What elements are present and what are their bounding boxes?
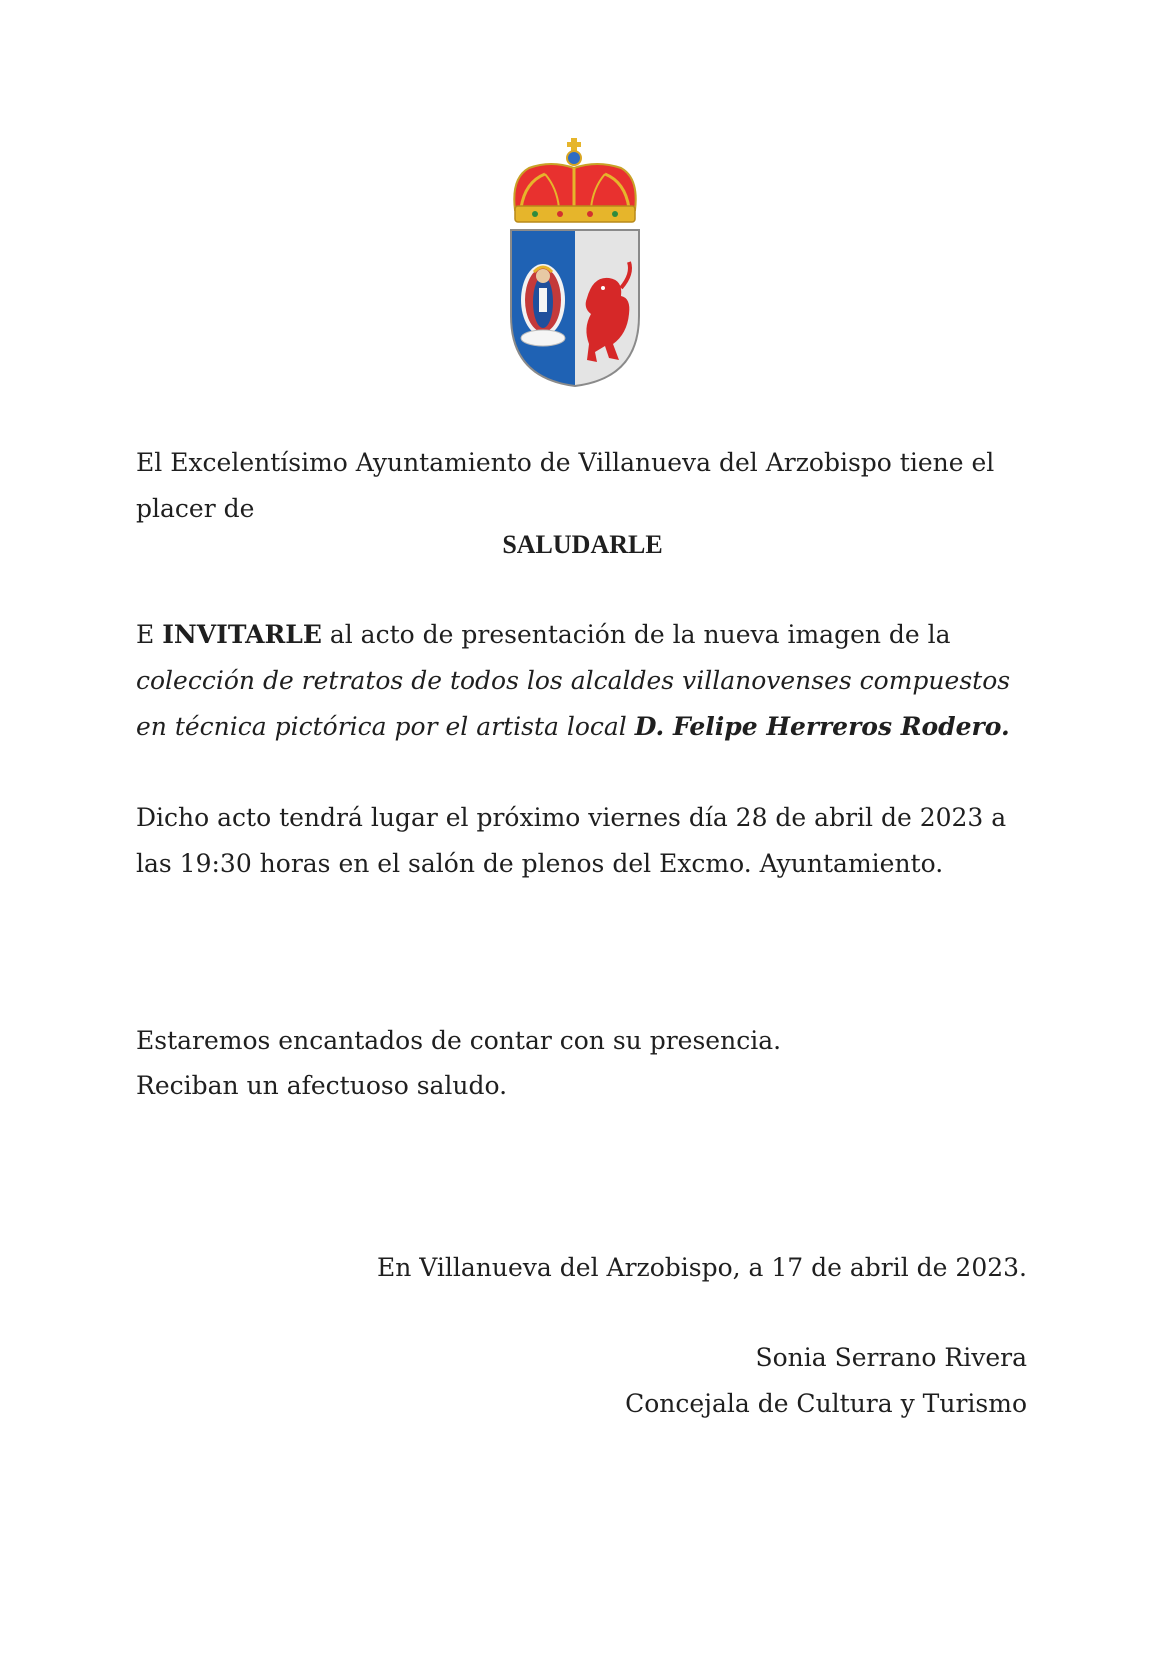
closing-line-1: Estaremos encantados de contar con su presencia.	[136, 1026, 782, 1055]
greeting-heading: SALUDARLE	[502, 530, 663, 559]
invitation-paragraph	[136, 612, 1029, 750]
artist-name: D. Felipe Herreros Rodero.	[634, 712, 1010, 741]
invite-prefix: E	[136, 620, 163, 649]
coat-of-arms-icon	[505, 138, 645, 390]
closing-line-2: Reciban un afectuoso saludo.	[136, 1071, 508, 1100]
place-date: En Villanueva del Arzobispo, a 17 de abril de 2023.	[377, 1253, 1027, 1282]
signer-name: Sonia Serrano Rivera	[755, 1343, 1027, 1372]
intro-paragraph: El Excelentísimo Ayuntamiento de Villanueva del Arzobispo tiene el placer de	[136, 448, 995, 523]
invite-mid: al acto de presentación de la nueva imagen de la	[321, 620, 951, 649]
shield-icon	[511, 230, 639, 386]
signature-block	[625, 1335, 1027, 1427]
crown-icon	[514, 138, 635, 222]
invite-italic: colección de retratos de todos los alcaldes villanovenses compuestos en técnica pictórica por el artista local	[136, 666, 1011, 741]
invite-bold: INVITARLE	[162, 620, 322, 649]
signer-title: Concejala de Cultura y Turismo	[625, 1389, 1027, 1418]
event-paragraph: Dicho acto tendrá lugar el próximo viernes día 28 de abril de 2023 a las 19:30 horas en el salón de plenos del Excmo. Ayuntamiento.	[136, 803, 1007, 878]
